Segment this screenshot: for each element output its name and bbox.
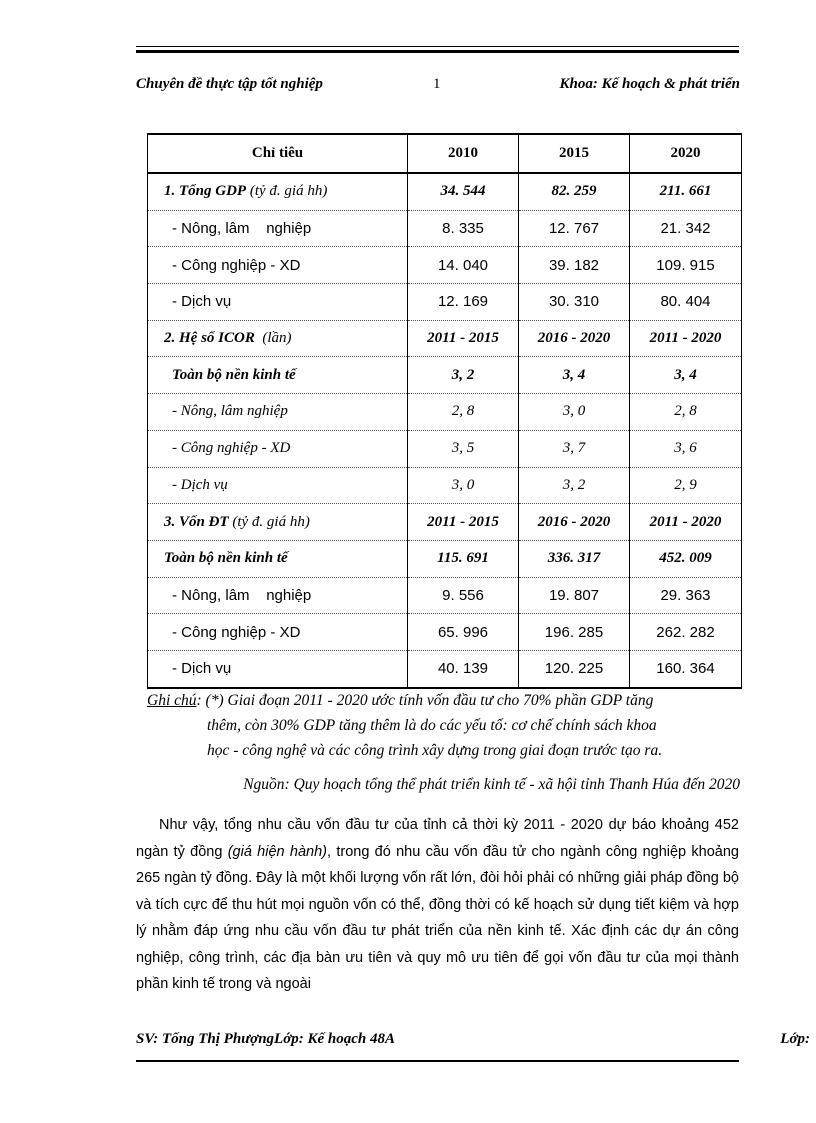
table-cell: 29. 363 (630, 577, 742, 614)
header-title: Chuyên đề thực tập tốt nghiệp (136, 76, 323, 92)
table-cell: 2016 - 2020 (519, 504, 630, 541)
column-header: 2010 (408, 134, 519, 173)
table-cell: 3, 2 (519, 467, 630, 504)
header-faculty: Khoa: Kế hoạch & phát triển (559, 76, 740, 92)
table-header-row (148, 134, 742, 173)
section-title: 3. Vốn ĐT (164, 513, 229, 530)
header-rule-thin (136, 46, 739, 48)
row-label: Toàn bộ nền kinh tế (148, 540, 408, 577)
table-row (148, 357, 742, 394)
row-label (148, 320, 408, 357)
table-cell: 211. 661 (630, 173, 742, 210)
table-cell: 2, 8 (408, 394, 519, 431)
table-row (148, 540, 742, 577)
table-cell: 262. 282 (630, 614, 742, 651)
source-citation: Nguồn: Quy hoạch tổng thể phát triển kinh tế - xã hội tỉnh Thanh Húa đến 2020 (243, 776, 740, 793)
table-cell: 40. 139 (408, 650, 519, 687)
table-cell: 452. 009 (630, 540, 742, 577)
row-label: - Dịch vụ (148, 284, 408, 321)
row-label (148, 173, 408, 210)
footer-rule (136, 1060, 739, 1062)
table-row (148, 284, 742, 321)
table-cell: 3, 4 (519, 357, 630, 394)
row-label (148, 504, 408, 541)
table-cell: 8. 335 (408, 210, 519, 247)
table-cell: 65. 996 (408, 614, 519, 651)
row-label: - Nông, lâm nghiệp (148, 210, 408, 247)
table-cell: 2011 - 2020 (630, 504, 742, 541)
body-text-2: , trong đó nhu cầu vốn đầu tử cho ngành công nghiệp khoảng 265 ngàn tỷ đồng. Đây là một khối lượng vốn rất lớn, đòi hỏi phải có những giải pháp đồng bộ và tích cực để thu hút mọi nguồn vốn có thể, đồng thời có kế hoạch sử dụng tiết kiệm và hợp lý nhằm đáp ứng nhu cầu vốn đầu tư phát triển của nền kinh tế. Xác định các dự án công nghiệp, công trình, các địa bàn ưu tiên và quy mô ưu tiên để gọi vốn đầu tư của mọi thành phần kinh tế trong và ngoài (136, 843, 739, 992)
body-paragraph (136, 812, 739, 998)
section-unit: (tỷ đ. giá hh) (246, 183, 328, 200)
table-cell: 39. 182 (519, 247, 630, 284)
table-cell: 2, 9 (630, 467, 742, 504)
section-unit: (lần) (254, 330, 292, 347)
table-cell: 160. 364 (630, 650, 742, 687)
table-cell: 34. 544 (408, 173, 519, 210)
table-cell: 2011 - 2015 (408, 320, 519, 357)
note-line-1: : (*) Giai đoạn 2011 - 2020 ước tính vốn đầu tư cho 70% phần GDP tăng (196, 692, 654, 709)
table-row (148, 320, 742, 357)
section-title: 1. Tổng GDP (164, 183, 247, 200)
table-row (148, 173, 742, 210)
investment-table (147, 133, 742, 689)
table-cell: 3, 0 (408, 467, 519, 504)
header-rule-thick (136, 50, 739, 53)
row-label: - Công nghiệp - XD (148, 614, 408, 651)
table-cell: 109. 915 (630, 247, 742, 284)
body-text-1: Như vậy, tổng nhu cầu vốn đầu tư của tỉnh cả thời kỳ 2011 - 2020 dự báo khoảng 452 ngàn tỷ đồng (136, 817, 739, 860)
row-label: - Nông, lâm nghiệp (148, 577, 408, 614)
table-cell: 336. 317 (519, 540, 630, 577)
row-label: - Công nghiệp - XD (148, 430, 408, 467)
table-row (148, 247, 742, 284)
row-label: - Dịch vụ (148, 650, 408, 687)
table-cell: 21. 342 (630, 210, 742, 247)
table-note (147, 688, 741, 763)
table-cell: 115. 691 (408, 540, 519, 577)
table-row (148, 577, 742, 614)
column-header: 2020 (630, 134, 742, 173)
footer-class: Lớp: (780, 1031, 810, 1047)
table-row (148, 210, 742, 247)
table-cell: 80. 404 (630, 284, 742, 321)
table-cell: 2016 - 2020 (519, 320, 630, 357)
row-label: - Nông, lâm nghiệp (148, 394, 408, 431)
table-cell: 82. 259 (519, 173, 630, 210)
table-cell: 3, 4 (630, 357, 742, 394)
table-cell: 2, 8 (630, 394, 742, 431)
table-row (148, 394, 742, 431)
table-cell: 12. 767 (519, 210, 630, 247)
note-label: Ghi chú (147, 692, 197, 709)
table-row (148, 430, 742, 467)
body-text-italic: (giá hiện hành) (227, 843, 327, 860)
table-cell: 2011 - 2020 (630, 320, 742, 357)
row-label: Toàn bộ nền kinh tế (148, 357, 408, 394)
table-cell: 2011 - 2015 (408, 504, 519, 541)
table-cell: 3, 6 (630, 430, 742, 467)
column-header: Chỉ tiêu (148, 134, 408, 173)
page-number: 1 (433, 76, 441, 92)
table-cell: 14. 040 (408, 247, 519, 284)
section-title: 2. Hệ số ICOR (164, 330, 255, 347)
footer-student: SV: Tống Thị PhượngLớp: Kế hoạch 48A (136, 1031, 396, 1047)
table-cell: 3, 7 (519, 430, 630, 467)
note-line-3: học - công nghệ và các công trình xây dựng trong giai đoạn trước tạo ra. (207, 742, 663, 759)
note-line-2: thêm, còn 30% GDP tăng thêm là do các yếu tố: cơ chế chính sách khoa (207, 717, 657, 734)
section-unit: (tỷ đ. giá hh) (228, 513, 310, 530)
table-cell: 9. 556 (408, 577, 519, 614)
table-cell: 3, 5 (408, 430, 519, 467)
table-cell: 196. 285 (519, 614, 630, 651)
table-cell: 120. 225 (519, 650, 630, 687)
table-cell: 30. 310 (519, 284, 630, 321)
table-cell: 3, 2 (408, 357, 519, 394)
table-row (148, 650, 742, 687)
row-label: - Công nghiệp - XD (148, 247, 408, 284)
column-header: 2015 (519, 134, 630, 173)
row-label: - Dịch vụ (148, 467, 408, 504)
table-cell: 19. 807 (519, 577, 630, 614)
table-row (148, 504, 742, 541)
table-cell: 12. 169 (408, 284, 519, 321)
table-row (148, 467, 742, 504)
table-row (148, 614, 742, 651)
table-cell: 3, 0 (519, 394, 630, 431)
